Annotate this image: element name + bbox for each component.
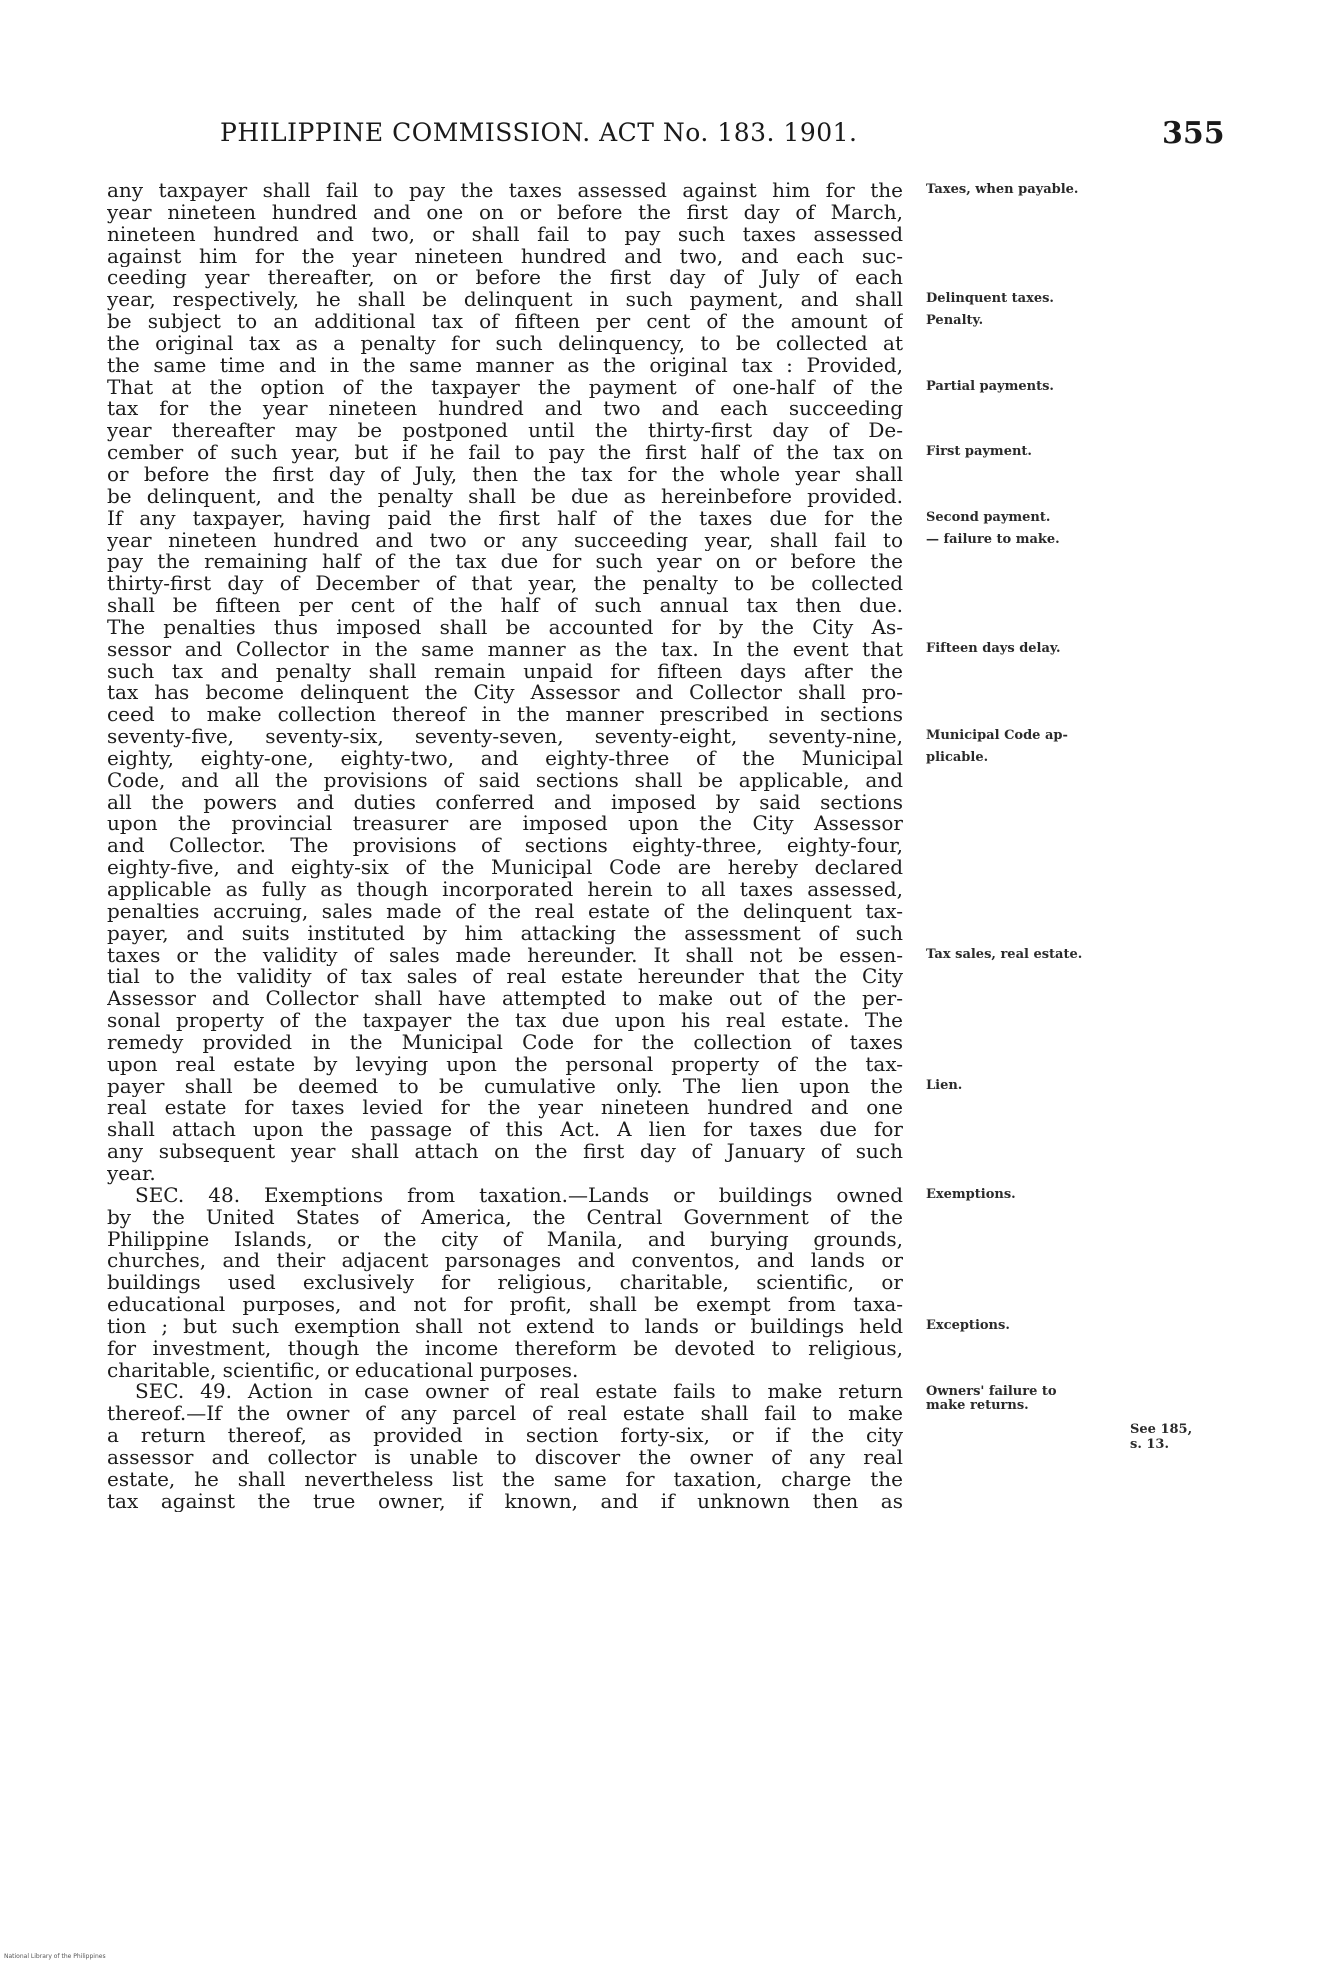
text-line: nineteen hundred and two, or shall fail to pay such taxes assessed (107, 223, 903, 246)
text-line: upon the provincial treasurer are imposed upon the City Assessor (107, 813, 903, 836)
text-line: tax for the year nineteen hundred and two and each succeeding (107, 398, 903, 421)
margin-note-exemptions: Exemptions. (926, 1187, 1016, 1203)
text-line: Code, and all the provisions of said sections shall be applicable, and (107, 769, 903, 792)
text-line: SEC. 49. Action in case owner of real estate fails to make return (135, 1381, 903, 1404)
text-line: buildings used exclusively for religious, charitable, scientific, or (107, 1272, 903, 1295)
text-line: year thereafter may be postponed until the thirty-first day of De- (107, 420, 903, 443)
margin-note-second-payment: Second payment. (926, 509, 1051, 525)
text-line: ceed to make collection thereof in the manner prescribed in sections (107, 704, 903, 727)
text-line: real estate for taxes levied for the year nineteen hundred and one (107, 1097, 903, 1120)
text-line: or before the first day of July, then the tax for the whole year shall (107, 463, 903, 486)
text-line: year nineteen hundred and one on or before the first day of March, (107, 201, 903, 224)
text-line: estate, he shall nevertheless list the same for taxation, charge the (107, 1468, 903, 1491)
text-line: penalties accruing, sales made of the real estate of the delinquent tax- (107, 900, 903, 923)
text-line: educational purposes, and not for profit, shall be exempt from taxa- (107, 1294, 903, 1316)
text-line: charitable, scientific, or educational purposes. (107, 1359, 579, 1382)
text-line: the same time and in the same manner as the original tax : Provided, (107, 354, 903, 377)
text-line: cember of such year, but if he fail to pay the first half of the tax on (107, 442, 903, 464)
footer-credit: National Library of the Philippines (4, 1953, 106, 1960)
text-line: applicable as fully as though incorporated herein to all taxes assessed, (107, 879, 903, 901)
text-line: year nineteen hundred and two or any succeeding year, shall fail to (107, 529, 903, 552)
text-line: tax has become delinquent the City Assessor and Collector shall pro- (107, 682, 903, 705)
text-line: taxes or the validity of sales made hereunder. It shall not be essen- (107, 944, 903, 967)
text-line: Assessor and Collector shall have attempted to make out of the per- (107, 988, 903, 1011)
text-line: by the United States of America, the Central Government of the (107, 1206, 903, 1229)
cross-reference-line-1: See 185, (1130, 1422, 1193, 1437)
body-text (107, 180, 903, 1512)
text-line: seventy-five, seventy-six, seventy-seven, seventy-eight, seventy-nine, (107, 726, 903, 748)
text-line: tax against the true owner, if known, and if unknown then as (107, 1490, 903, 1513)
text-line: tion ; but such exemption shall not extend to lands or buildings held (107, 1315, 903, 1338)
text-line: thirty-first day of December of that year, the penalty to be collected (107, 573, 903, 596)
text-line: remedy provided in the Municipal Code for the collection of taxes (107, 1031, 903, 1054)
margin-note-partial-payments: Partial payments. (926, 378, 1054, 394)
text-line: assessor and collector is unable to discover the owner of any real (107, 1446, 903, 1469)
text-line: Philippine Islands, or the city of Manila, and burying grounds, (107, 1228, 903, 1251)
text-line: and Collector. The provisions of sections eighty-three, eighty-four, (107, 835, 903, 858)
text-line: shall attach upon the passage of this Act. A lien for taxes due for (107, 1119, 903, 1142)
text-line: such tax and penalty shall remain unpaid for fifteen days after the (107, 660, 903, 683)
margin-note-taxes-when-payable: Taxes, when payable. (926, 182, 1079, 197)
text-line: payer, and suits instituted by him attacking the assessment of such (107, 922, 903, 945)
text-line: be subject to an additional tax of fifteen per cent of the amount of (107, 311, 903, 333)
margin-note-owners-failure-1: Owners' failure to (926, 1383, 1057, 1399)
text-line: be delinquent, and the penalty shall be due as hereinbefore provided. (107, 485, 903, 508)
cross-reference-line-2: s. 13. (1130, 1437, 1169, 1452)
text-line: year, respectively, he shall be delinquent in such payment, and shall (107, 289, 903, 312)
margin-note-first-payment: First payment. (926, 444, 1032, 460)
margin-note-fifteen-days-delay: Fifteen days delay. (926, 640, 1061, 656)
margin-note-delinquent-taxes: Delinquent taxes. (926, 291, 1054, 307)
text-line: shall be fifteen per cent of the half of such annual tax then due. (107, 595, 903, 617)
text-line: sessor and Collector in the same manner as the tax. In the event that (107, 638, 903, 661)
margin-note-exceptions: Exceptions. (926, 1318, 1010, 1334)
text-line: eighty-five, and eighty-six of the Municipal Code are hereby declared (107, 857, 903, 879)
text-line: upon real estate by levying upon the personal property of the tax- (107, 1053, 903, 1076)
text-line: for investment, though the income thereform be devoted to religious, (107, 1337, 903, 1360)
cross-reference (1130, 1422, 1192, 1452)
text-line: eighty, eighty-one, eighty-two, and eighty-three of the Municipal (107, 747, 903, 770)
text-line: year. (107, 1162, 156, 1185)
text-line: ceeding year thereafter, on or before the first day of July of each (107, 267, 903, 290)
margin-note-failure-to-make: — failure to make. (926, 531, 1060, 547)
text-line: pay the remaining half of the tax due for such year on or before the (107, 551, 903, 574)
text-line: a return thereof, as provided in section forty-six, or if the city (107, 1425, 903, 1447)
margin-note-tax-sales: Tax sales, real estate. (926, 946, 1083, 962)
text-line: payer shall be deemed to be cumulative only. The lien upon the (107, 1075, 903, 1098)
text-line: any subsequent year shall attach on the first day of January of such (107, 1141, 903, 1163)
margin-note-penalty: Penalty. (926, 313, 984, 329)
text-line: sonal property of the taxpayer the tax due upon his real estate. The (107, 1010, 903, 1032)
text-line: thereof.—If the owner of any parcel of real estate shall fail to make (107, 1403, 903, 1426)
text-line: against him for the year nineteen hundred and two, and each suc- (107, 245, 903, 268)
text-line: tial to the validity of tax sales of real estate hereunder that the City (107, 966, 903, 989)
running-header: PHILIPPINE COMMISSION. ACT No. 183. 1901. (220, 118, 858, 147)
text-line: The penalties thus imposed shall be accounted for by the City As- (107, 616, 903, 639)
text-line: That at the option of the taxpayer the payment of one-half of the (107, 376, 903, 399)
text-line: the original tax as a penalty for such delinquency, to be collected at (107, 332, 903, 355)
margin-note-lien: Lien. (926, 1077, 963, 1093)
margin-note-owners-failure-2: make returns. (926, 1397, 1029, 1413)
margin-note-municipal-code-1: Municipal Code ap- (926, 728, 1068, 744)
page-number: 355 (1162, 116, 1225, 151)
text-line: any taxpayer shall fail to pay the taxes assessed against him for the (107, 180, 903, 202)
margin-note-municipal-code-2: plicable. (926, 750, 989, 766)
text-line: all the powers and duties conferred and imposed by said sections (107, 791, 903, 814)
text-line: If any taxpayer, having paid the first half of the taxes due for the (107, 507, 903, 530)
text-line: SEC. 48. Exemptions from taxation.—Lands or buildings owned (135, 1184, 903, 1207)
text-line: churches, and their adjacent parsonages and conventos, and lands or (107, 1250, 903, 1273)
